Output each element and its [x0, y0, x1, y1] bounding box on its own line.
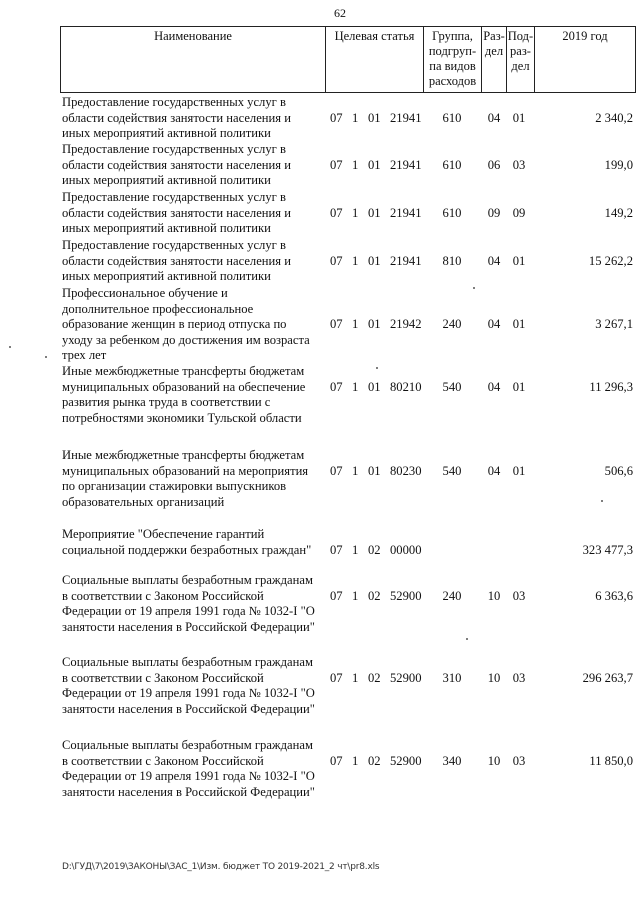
row-name-line: образование женщин в период отпуска по: [62, 317, 287, 331]
col-podrazdel-header: [507, 29, 534, 74]
row-name-line: Федерации от 19 апреля 1991 года № 1032-I "О: [62, 769, 315, 783]
col-razdel-line: дел: [484, 44, 504, 58]
header-divider: [635, 26, 636, 93]
col-group-header: [424, 29, 481, 89]
row-name: [62, 738, 324, 800]
target-code-part1: 07: [330, 542, 343, 557]
target-code-part3: 01: [368, 157, 381, 172]
row-name-line: в соответствии с Законом Российской: [62, 588, 264, 603]
podrazdel-code: 03: [512, 670, 526, 685]
col-year-header: 2019 год: [562, 29, 608, 43]
col-podrazdel-line: раз-: [510, 44, 531, 58]
target-code-part4: 52900: [390, 588, 422, 603]
target-code-part3: 01: [368, 463, 381, 478]
row-name-line: Социальные выплаты безработным гражданам: [62, 738, 313, 752]
col-group-line: расходов: [428, 74, 477, 88]
row-name: [62, 527, 324, 558]
scan-speck: [45, 356, 47, 358]
scan-speck: [473, 287, 475, 289]
podrazdel-code: 03: [512, 753, 526, 768]
row-name: [62, 448, 324, 510]
target-code-part3: 02: [368, 670, 381, 685]
expense-group-code: 340: [442, 753, 462, 768]
row-name-line: муниципальных образований на обеспечение: [62, 379, 306, 394]
amount-2019: 149,2: [604, 205, 633, 220]
target-code-part2: 1: [352, 542, 359, 557]
file-path-footer: D:\ГУД\7\2019\ЗАКОНЫ\ЗАС_1\Изм. бюджет ТО 2019-2021_2 чт\pr8.xls: [62, 862, 380, 872]
col-target-header: Целевая статья: [334, 29, 415, 43]
target-code-part3: 01: [368, 317, 381, 331]
target-code-part1: 07: [330, 110, 343, 125]
target-code-part1: 07: [330, 379, 343, 394]
amount-2019: 296 263,7: [582, 670, 633, 685]
target-code-part1: 07: [330, 670, 343, 685]
row-name-line: иных мероприятий активной политики: [62, 173, 271, 187]
podrazdel-code: 03: [512, 157, 526, 172]
expense-group-code: 240: [442, 588, 462, 603]
target-code-part1: 07: [330, 463, 343, 478]
row-name-line: Предоставление государственных услуг в: [62, 142, 286, 156]
row-name-line: дополнительное профессиональное: [62, 301, 254, 316]
amount-2019: 199,0: [604, 157, 633, 172]
amount-2019: 323 477,3: [582, 542, 633, 557]
row-name-line: Предоставление государственных услуг в: [62, 190, 286, 204]
scan-speck: [376, 367, 378, 369]
row-name-line: Иные межбюджетные трансферты бюджетам: [62, 364, 305, 378]
target-code-part3: 01: [368, 205, 381, 220]
target-code-part4: 80230: [390, 463, 422, 478]
row-name: [62, 286, 324, 364]
target-code-part2: 1: [352, 670, 359, 685]
row-name-line: в соответствии с Законом Российской: [62, 670, 264, 685]
row-name: [62, 573, 324, 635]
target-code-part1: 07: [330, 157, 343, 172]
amount-2019: 3 267,1: [595, 317, 633, 331]
row-name: [62, 364, 324, 426]
expense-group-code: 610: [442, 110, 462, 125]
target-code-part4: 21941: [390, 253, 422, 268]
expense-group-code: 610: [442, 157, 462, 172]
row-name-line: занятости населения в Российской Федерации": [62, 784, 315, 799]
row-name: [62, 142, 324, 189]
expense-group-code: 610: [442, 205, 462, 220]
row-name-line: муниципальных образований на мероприятия: [62, 463, 309, 478]
expense-group-code: 540: [442, 463, 462, 478]
row-name-line: потребностями экономики Тульской области: [62, 410, 302, 425]
row-name-line: Предоставление государственных услуг в: [62, 238, 286, 252]
razdel-code: 10: [487, 670, 501, 685]
col-razdel-line: Раз-: [483, 29, 505, 43]
row-name-line: Предоставление государственных услуг в: [62, 95, 286, 109]
row-name: [62, 238, 324, 285]
row-name: [62, 655, 324, 717]
col-podrazdel-line: Под-: [507, 29, 534, 43]
razdel-code: 04: [487, 379, 501, 394]
podrazdel-code: 01: [512, 317, 526, 331]
razdel-code: 10: [487, 588, 501, 603]
razdel-code: 06: [487, 157, 501, 172]
row-name-line: Федерации от 19 апреля 1991 года № 1032-I "О: [62, 604, 315, 618]
target-code-part1: 07: [330, 317, 343, 331]
col-group-line: па видов: [429, 59, 476, 73]
row-name-line: Социальные выплаты безработным гражданам: [62, 655, 313, 669]
scan-speck: [601, 500, 603, 502]
row-name-line: Социальные выплаты безработным гражданам: [62, 573, 313, 587]
row-name-line: области содействия занятости населения и: [62, 157, 291, 172]
row-name: [62, 190, 324, 237]
row-name-line: развития рынка труда в соответствии с: [62, 395, 271, 409]
target-code-part1: 07: [330, 253, 343, 268]
amount-2019: 11 850,0: [589, 753, 633, 768]
row-name-line: по организации стажировки выпускников: [62, 479, 287, 493]
row-name-line: трех лет: [62, 348, 107, 362]
row-name-line: области содействия занятости населения и: [62, 110, 291, 125]
podrazdel-code: 03: [512, 588, 526, 603]
scan-speck: [466, 638, 468, 640]
razdel-code: 04: [487, 317, 501, 331]
amount-2019: 11 296,3: [589, 379, 633, 394]
row-name-line: Федерации от 19 апреля 1991 года № 1032-I "О: [62, 686, 315, 700]
target-code-part3: 01: [368, 379, 381, 394]
header-bottom-border: [60, 92, 636, 93]
row-name-line: занятости населения в Российской Федерации": [62, 701, 315, 716]
row-name: [62, 95, 324, 142]
target-code-part2: 1: [352, 205, 359, 220]
header-top-border: [60, 26, 636, 27]
target-code-part4: 21941: [390, 205, 422, 220]
col-podrazdel-line: дел: [511, 59, 530, 73]
expense-group-code: 310: [442, 670, 462, 685]
col-group-line: Группа,: [432, 29, 473, 43]
target-code-part3: 02: [368, 588, 381, 603]
row-name-line: иных мероприятий активной политики: [62, 126, 271, 140]
target-code-part4: 21942: [390, 317, 422, 331]
row-name-line: уходу за ребенком до достижения им возраста: [62, 332, 310, 347]
expense-group-code: 240: [442, 317, 462, 331]
row-name-line: социальной поддержки безработных граждан": [62, 542, 312, 557]
target-code-part1: 07: [330, 753, 343, 768]
row-name-line: образовательных организаций: [62, 494, 225, 509]
col-name-header: Наименование: [154, 29, 232, 43]
target-code-part3: 02: [368, 542, 381, 557]
table-header: [0, 26, 640, 93]
podrazdel-code: 01: [512, 110, 526, 125]
podrazdel-code: 01: [512, 253, 526, 268]
col-group-line: подгруп-: [428, 44, 477, 58]
row-name-line: Профессиональное обучение и: [62, 286, 228, 300]
podrazdel-code: 01: [512, 379, 526, 394]
amount-2019: 15 262,2: [588, 253, 633, 268]
row-name-line: в соответствии с Законом Российской: [62, 753, 264, 768]
row-name-line: области содействия занятости населения и: [62, 253, 291, 268]
target-code-part2: 1: [352, 588, 359, 603]
razdel-code: 09: [487, 205, 501, 220]
target-code-part4: 21941: [390, 110, 422, 125]
target-code-part1: 07: [330, 205, 343, 220]
expense-group-code: 540: [442, 379, 462, 394]
page-number: 62: [334, 6, 346, 20]
scan-speck: [9, 346, 11, 348]
target-code-part4: 80210: [390, 379, 422, 394]
target-code-part3: 01: [368, 110, 381, 125]
target-code-part2: 1: [352, 317, 359, 331]
target-code-part2: 1: [352, 253, 359, 268]
target-code-part4: 00000: [390, 542, 422, 557]
target-code-part1: 07: [330, 588, 343, 603]
target-code-part3: 01: [368, 253, 381, 268]
razdel-code: 04: [487, 110, 501, 125]
row-name-line: области содействия занятости населения и: [62, 205, 291, 220]
target-code-part2: 1: [352, 753, 359, 768]
row-name-line: иных мероприятий активной политики: [62, 269, 271, 283]
target-code-part3: 02: [368, 753, 381, 768]
podrazdel-code: 01: [512, 463, 526, 478]
razdel-code: 04: [487, 253, 501, 268]
expense-group-code: 810: [442, 253, 462, 268]
razdel-code: 04: [487, 463, 501, 478]
target-code-part2: 1: [352, 379, 359, 394]
target-code-part2: 1: [352, 157, 359, 172]
target-code-part4: 21941: [390, 157, 422, 172]
target-code-part2: 1: [352, 110, 359, 125]
podrazdel-code: 09: [512, 205, 526, 220]
target-code-part4: 52900: [390, 670, 422, 685]
col-razdel-header: [482, 29, 506, 59]
amount-2019: 506,6: [604, 463, 633, 478]
target-code-part4: 52900: [390, 753, 422, 768]
row-name-line: занятости населения в Российской Федерации": [62, 619, 315, 634]
amount-2019: 6 363,6: [595, 588, 633, 603]
target-code-part2: 1: [352, 463, 359, 478]
row-name-line: иных мероприятий активной политики: [62, 221, 271, 235]
row-name-line: Иные межбюджетные трансферты бюджетам: [62, 448, 305, 462]
amount-2019: 2 340,2: [595, 110, 633, 125]
razdel-code: 10: [487, 753, 501, 768]
row-name-line: Мероприятие "Обеспечение гарантий: [62, 527, 265, 541]
